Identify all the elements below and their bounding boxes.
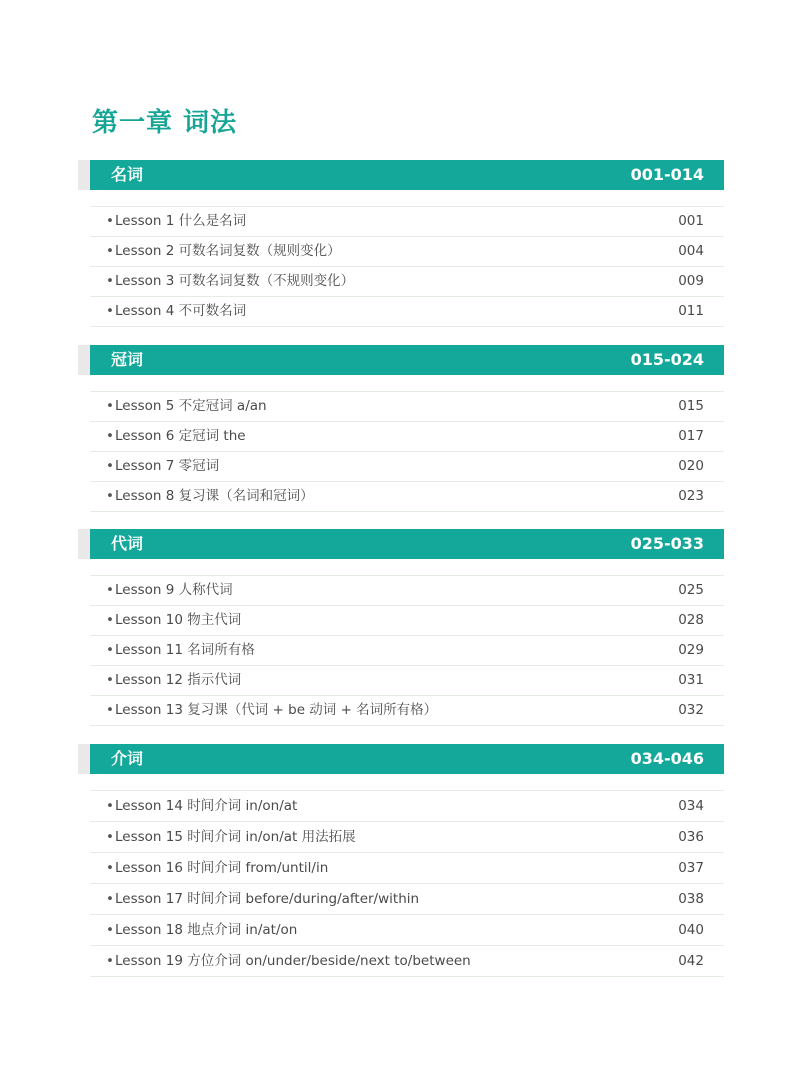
lesson-title: Lesson 15 时间介词 in/on/at 用法拓展 — [115, 829, 356, 845]
section-header-band — [90, 529, 724, 559]
section-header-band — [90, 345, 724, 375]
lesson-row[interactable] — [90, 606, 724, 636]
section-header — [78, 529, 724, 559]
lesson-title: Lesson 2 可数名词复数（规则变化） — [115, 243, 341, 259]
bullet-icon: • — [106, 860, 114, 876]
lesson-list — [90, 206, 724, 327]
lesson-row[interactable] — [90, 422, 724, 452]
lesson-row[interactable] — [90, 576, 724, 606]
lesson-title: Lesson 9 人称代词 — [115, 582, 233, 598]
section-header-band — [90, 744, 724, 774]
lesson-page-number: 020 — [678, 458, 704, 474]
lesson-row[interactable] — [90, 636, 724, 666]
lesson-row[interactable] — [90, 452, 724, 482]
lesson-title: Lesson 4 不可数名词 — [115, 303, 247, 319]
section-page-range: 025-033 — [630, 534, 704, 553]
lesson-title: Lesson 6 定冠词 the — [115, 428, 246, 444]
lesson-page-number: 017 — [678, 428, 704, 444]
section-page-range: 015-024 — [630, 350, 704, 369]
bullet-icon: • — [106, 891, 114, 907]
section-header-band — [90, 160, 724, 190]
lesson-page-number: 038 — [678, 891, 704, 907]
lesson-row[interactable] — [90, 237, 724, 267]
lesson-list — [90, 790, 724, 977]
lesson-list — [90, 391, 724, 512]
lesson-row[interactable] — [90, 297, 724, 327]
section-header — [78, 744, 724, 774]
bullet-icon: • — [106, 243, 114, 259]
lesson-list — [90, 575, 724, 726]
section-articles — [78, 345, 724, 512]
lesson-title: Lesson 10 物主代词 — [115, 612, 242, 628]
lesson-page-number: 023 — [678, 488, 704, 504]
lesson-row[interactable] — [90, 853, 724, 884]
lesson-title: Lesson 13 复习课（代词 + be 动词 + 名词所有格） — [115, 702, 438, 718]
bullet-icon: • — [106, 702, 114, 718]
lesson-page-number: 034 — [678, 798, 704, 814]
section-title: 冠词 — [111, 350, 144, 369]
lesson-page-number: 015 — [678, 398, 704, 414]
lesson-row[interactable] — [90, 696, 724, 726]
lesson-title: Lesson 19 方位介词 on/under/beside/next to/between — [115, 953, 471, 969]
section-page-range: 001-014 — [630, 165, 704, 184]
bullet-icon: • — [106, 398, 114, 414]
section-pronouns — [78, 529, 724, 726]
lesson-row[interactable] — [90, 946, 724, 977]
section-header — [78, 160, 724, 190]
bullet-icon: • — [106, 798, 114, 814]
section-title: 介词 — [111, 749, 144, 768]
lesson-page-number: 009 — [678, 273, 704, 289]
lesson-title: Lesson 7 零冠词 — [115, 458, 220, 474]
lesson-title: Lesson 3 可数名词复数（不规则变化） — [115, 273, 355, 289]
bullet-icon: • — [106, 213, 114, 229]
lesson-row[interactable] — [90, 207, 724, 237]
lesson-page-number: 037 — [678, 860, 704, 876]
bullet-icon: • — [106, 829, 114, 845]
lesson-title: Lesson 16 时间介词 from/until/in — [115, 860, 329, 876]
lesson-title: Lesson 11 名词所有格 — [115, 642, 255, 658]
section-header — [78, 345, 724, 375]
bullet-icon: • — [106, 303, 114, 319]
bullet-icon: • — [106, 672, 114, 688]
lesson-row[interactable] — [90, 482, 724, 512]
section-nouns — [78, 160, 724, 327]
lesson-title: Lesson 12 指示代词 — [115, 672, 242, 688]
lesson-row[interactable] — [90, 666, 724, 696]
section-page-range: 034-046 — [630, 749, 704, 768]
lesson-page-number: 001 — [678, 213, 704, 229]
lesson-page-number: 032 — [678, 702, 704, 718]
lesson-title: Lesson 17 时间介词 before/during/after/within — [115, 891, 420, 907]
lesson-page-number: 031 — [678, 672, 704, 688]
lesson-page-number: 036 — [678, 829, 704, 845]
lesson-row[interactable] — [90, 267, 724, 297]
lesson-title: Lesson 5 不定冠词 a/an — [115, 398, 267, 414]
bullet-icon: • — [106, 273, 114, 289]
bullet-icon: • — [106, 428, 114, 444]
lesson-title: Lesson 18 地点介词 in/at/on — [115, 922, 298, 938]
lesson-page-number: 029 — [678, 642, 704, 658]
lesson-page-number: 011 — [678, 303, 704, 319]
section-prepositions — [78, 744, 724, 977]
lesson-row[interactable] — [90, 392, 724, 422]
bullet-icon: • — [106, 612, 114, 628]
chapter-title: 第一章 词法 — [92, 108, 238, 138]
section-title: 代词 — [111, 534, 144, 553]
lesson-row[interactable] — [90, 822, 724, 853]
section-title: 名词 — [111, 165, 144, 184]
bullet-icon: • — [106, 582, 114, 598]
lesson-title: Lesson 8 复习课（名词和冠词） — [115, 488, 314, 504]
lesson-title: Lesson 14 时间介词 in/on/at — [115, 798, 298, 814]
bullet-icon: • — [106, 953, 114, 969]
lesson-page-number: 028 — [678, 612, 704, 628]
lesson-page-number: 004 — [678, 243, 704, 259]
bullet-icon: • — [106, 922, 114, 938]
lesson-row[interactable] — [90, 915, 724, 946]
bullet-icon: • — [106, 488, 114, 504]
lesson-row[interactable] — [90, 791, 724, 822]
bullet-icon: • — [106, 642, 114, 658]
lesson-page-number: 025 — [678, 582, 704, 598]
bullet-icon: • — [106, 458, 114, 474]
lesson-page-number: 040 — [678, 922, 704, 938]
lesson-title: Lesson 1 什么是名词 — [115, 213, 247, 229]
lesson-page-number: 042 — [678, 953, 704, 969]
lesson-row[interactable] — [90, 884, 724, 915]
